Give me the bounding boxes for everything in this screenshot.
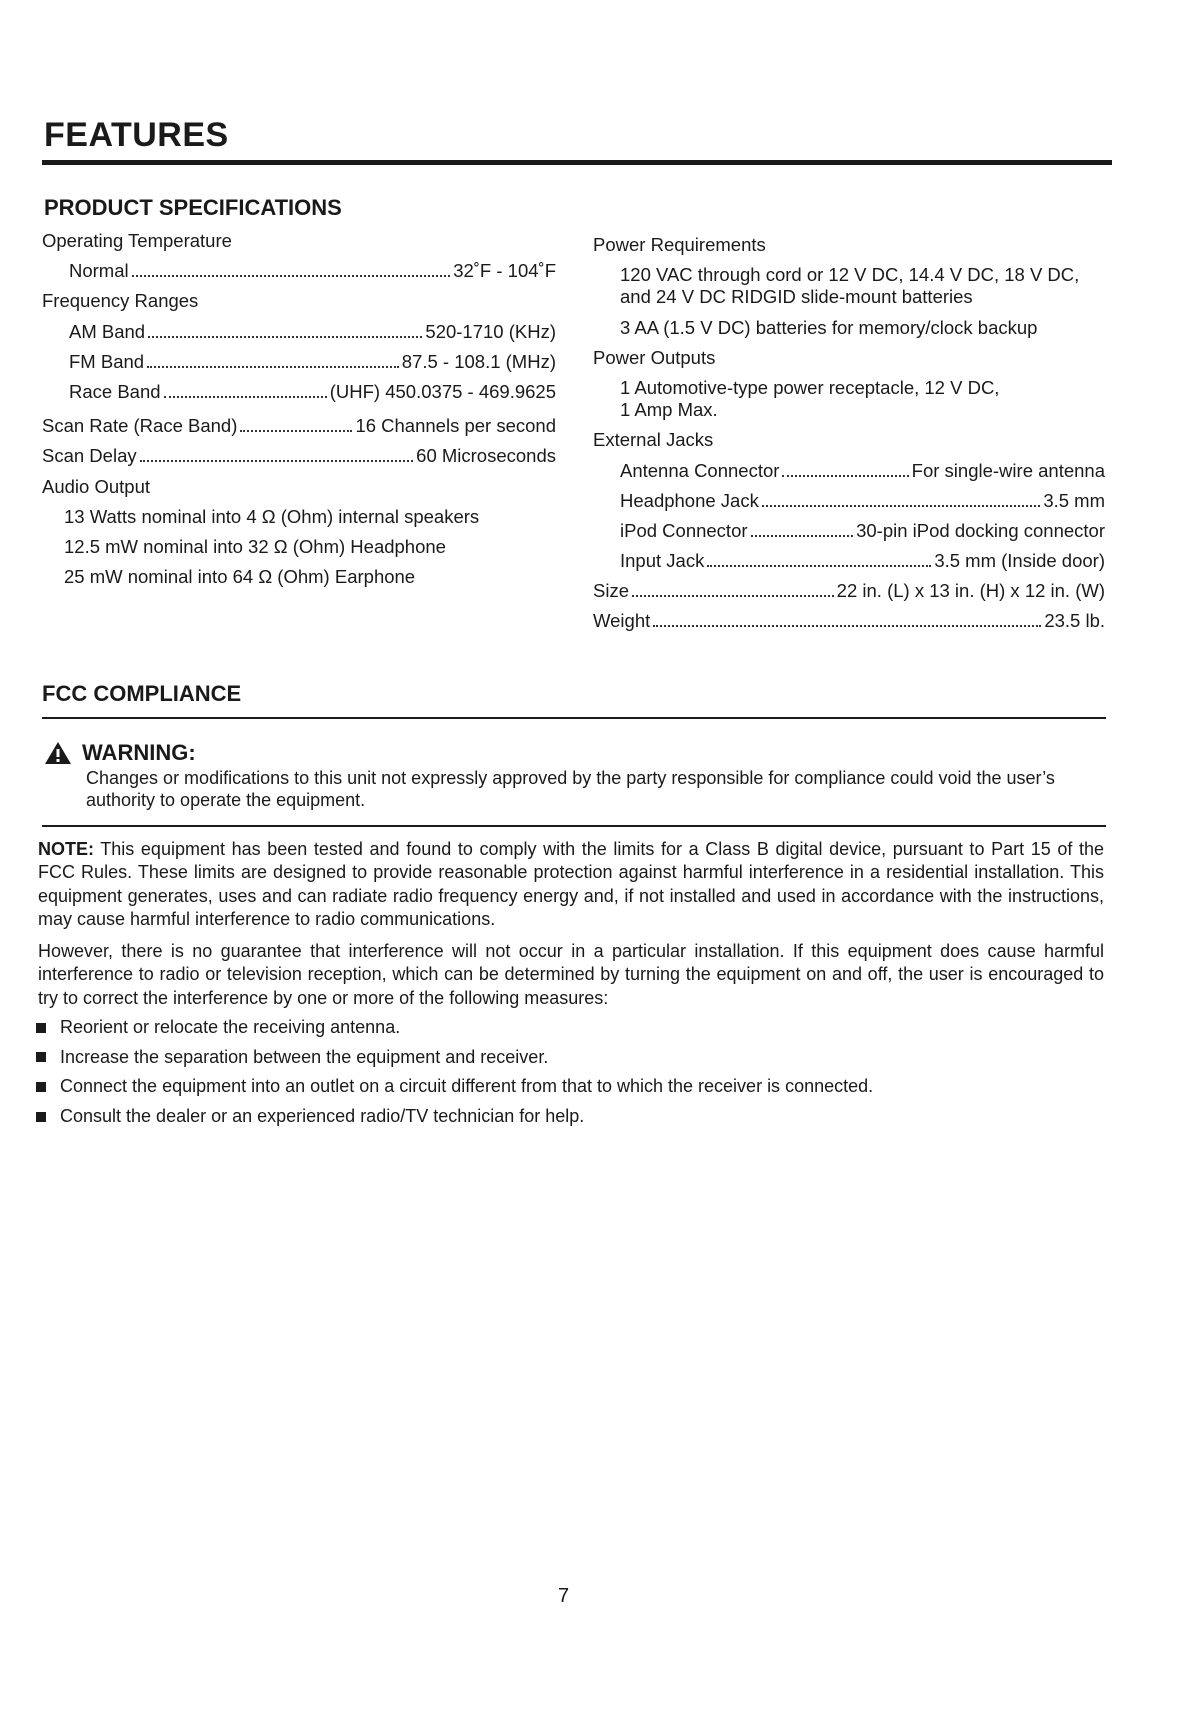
audio-output-line: 12.5 mW nominal into 32 Ω (Ohm) Headphone <box>64 535 446 557</box>
leader-dots <box>147 366 399 368</box>
spec-label: Weight <box>593 610 651 632</box>
warning-rule <box>42 825 1106 827</box>
leader-dots <box>140 460 414 462</box>
measures-list <box>36 1017 1096 1135</box>
external-jacks-label: External Jacks <box>593 429 714 451</box>
page-number: 7 <box>558 1585 570 1607</box>
spec-value: 3.5 mm <box>1043 489 1105 511</box>
leader-dots <box>632 595 834 597</box>
spec-label: AM Band <box>69 320 146 342</box>
product-specifications-heading: PRODUCT SPECIFICATIONS <box>44 195 342 220</box>
power-requirements-line: 3 AA (1.5 V DC) batteries for memory/clock backup <box>620 316 1038 338</box>
measure-text: Increase the separation between the equipment and receiver. <box>60 1046 549 1067</box>
spec-label: iPod Connector <box>620 519 748 541</box>
fcc-rule <box>42 717 1106 719</box>
leader-dots <box>707 565 931 567</box>
spec-value: For single-wire antenna <box>911 459 1105 481</box>
measure-text: Consult the dealer or an experienced radio/TV technician for help. <box>60 1105 585 1126</box>
leader-dots <box>782 475 908 477</box>
fcc-compliance-heading: FCC COMPLIANCE <box>42 681 242 706</box>
spec-value: (UHF) 450.0375 - 469.9625 <box>329 380 556 402</box>
spec-value: 16 Channels per second <box>355 415 556 437</box>
spec-value: 30-pin iPod docking connector <box>856 519 1105 541</box>
spec-value: 87.5 - 108.1 (MHz) <box>401 350 556 372</box>
spec-value: 22 in. (L) x 13 in. (H) x 12 in. (W) <box>836 580 1105 602</box>
list-item <box>36 1047 1096 1069</box>
spec-row-input-jack <box>593 550 1105 572</box>
bullet-square-icon <box>36 1112 46 1122</box>
spec-row-am-band <box>42 321 556 343</box>
note-label: NOTE: <box>38 839 94 859</box>
frequency-ranges-label: Frequency Ranges <box>42 290 199 312</box>
leader-dots <box>132 275 451 277</box>
spec-label: FM Band <box>69 350 145 372</box>
operating-temperature-label: Operating Temperature <box>42 230 232 251</box>
power-outputs-line: 1 Automotive-type power receptacle, 12 V DC, <box>620 376 1000 398</box>
spec-row-ipod-connector <box>593 520 1105 542</box>
list-item <box>36 1106 1096 1128</box>
spec-label: Antenna Connector <box>620 459 780 481</box>
audio-output-line: 13 Watts nominal into 4 Ω (Ohm) internal speakers <box>64 505 480 527</box>
spec-label: Input Jack <box>620 550 705 572</box>
audio-output-line: 25 mW nominal into 64 Ω (Ohm) Earphone <box>64 566 416 588</box>
spec-label: Scan Delay <box>42 445 137 467</box>
power-requirements-label: Power Requirements <box>593 234 766 255</box>
spec-value: 60 Microseconds <box>416 445 556 467</box>
spec-value: 3.5 mm (Inside door) <box>934 550 1105 572</box>
spec-row-headphone-jack <box>593 490 1105 512</box>
warning-label: WARNING: <box>82 740 196 765</box>
spec-row-scan-delay <box>42 445 556 467</box>
title-rule <box>42 160 1112 165</box>
list-item <box>36 1017 1096 1039</box>
leader-dots <box>762 505 1040 507</box>
spec-label: Race Band <box>69 380 161 402</box>
specs-left-column <box>42 230 556 588</box>
bullet-square-icon <box>36 1052 46 1062</box>
warning-text: Changes or modifications to this unit not expressly approved by the party responsible for compliance could void the user’s authority to operate the equipment. <box>86 768 1055 811</box>
warning-triangle-icon <box>44 741 72 765</box>
spec-label: Size <box>593 580 629 602</box>
audio-output-label: Audio Output <box>42 475 150 497</box>
measure-text: Connect the equipment into an outlet on a circuit different from that to which the receiver is connected. <box>60 1076 874 1097</box>
note-paragraph <box>38 838 1104 932</box>
spec-row-weight <box>593 610 1105 632</box>
leader-dots <box>751 535 854 537</box>
warning-heading <box>44 740 196 766</box>
measure-text: Reorient or relocate the receiving antenna. <box>60 1017 401 1037</box>
list-item <box>36 1076 1096 1098</box>
spec-row-scan-rate <box>42 415 556 437</box>
specs-right-column <box>593 234 1105 633</box>
spec-row-size <box>593 580 1105 602</box>
leader-dots <box>164 396 327 398</box>
spec-value: 32˚F - 104˚F <box>453 260 556 282</box>
bullet-square-icon <box>36 1082 46 1092</box>
bullet-square-icon <box>36 1023 46 1033</box>
power-outputs-line: 1 Amp Max. <box>620 399 718 421</box>
leader-dots <box>653 625 1041 627</box>
page-title: FEATURES <box>44 116 229 154</box>
spec-label: Normal <box>69 260 129 282</box>
power-outputs-label: Power Outputs <box>593 346 716 368</box>
spec-row-fm-band <box>42 351 556 373</box>
spec-row-antenna-connector <box>593 460 1105 482</box>
spec-row-normal <box>42 260 556 282</box>
leader-dots <box>148 336 422 338</box>
power-requirements-line: 120 VAC through cord or 12 V DC, 14.4 V DC, 18 V DC, <box>620 264 1080 286</box>
leader-dots <box>240 430 352 432</box>
spec-label: Scan Rate (Race Band) <box>42 415 238 437</box>
spec-value: 520-1710 (KHz) <box>425 320 556 342</box>
power-requirements-line: and 24 V DC RIDGID slide-mount batteries <box>620 286 973 308</box>
spec-row-race-band <box>42 381 556 403</box>
spec-label: Headphone Jack <box>620 489 759 511</box>
note-text: This equipment has been tested and found to comply with the limits for a Class B digital device, pursuant to Part 15 of the FCC Rules. These limits are designed to provide reasonable protection against harmful interference in a residential installation. This equipment generates, uses and can radiate radio frequency energy and, if not installed and used in accordance with the instructions, may cause harmful interference to radio communications. <box>38 839 1104 930</box>
spec-value: 23.5 lb. <box>1044 610 1105 632</box>
however-paragraph: However, there is no guarantee that interference will not occur in a particular installation. If this equipment does cause harmful interference to radio or television reception, which can be determined by turning the equipment on and off, the user is encouraged to try to correct the interference by one or more of the following measures: <box>38 941 1104 1008</box>
